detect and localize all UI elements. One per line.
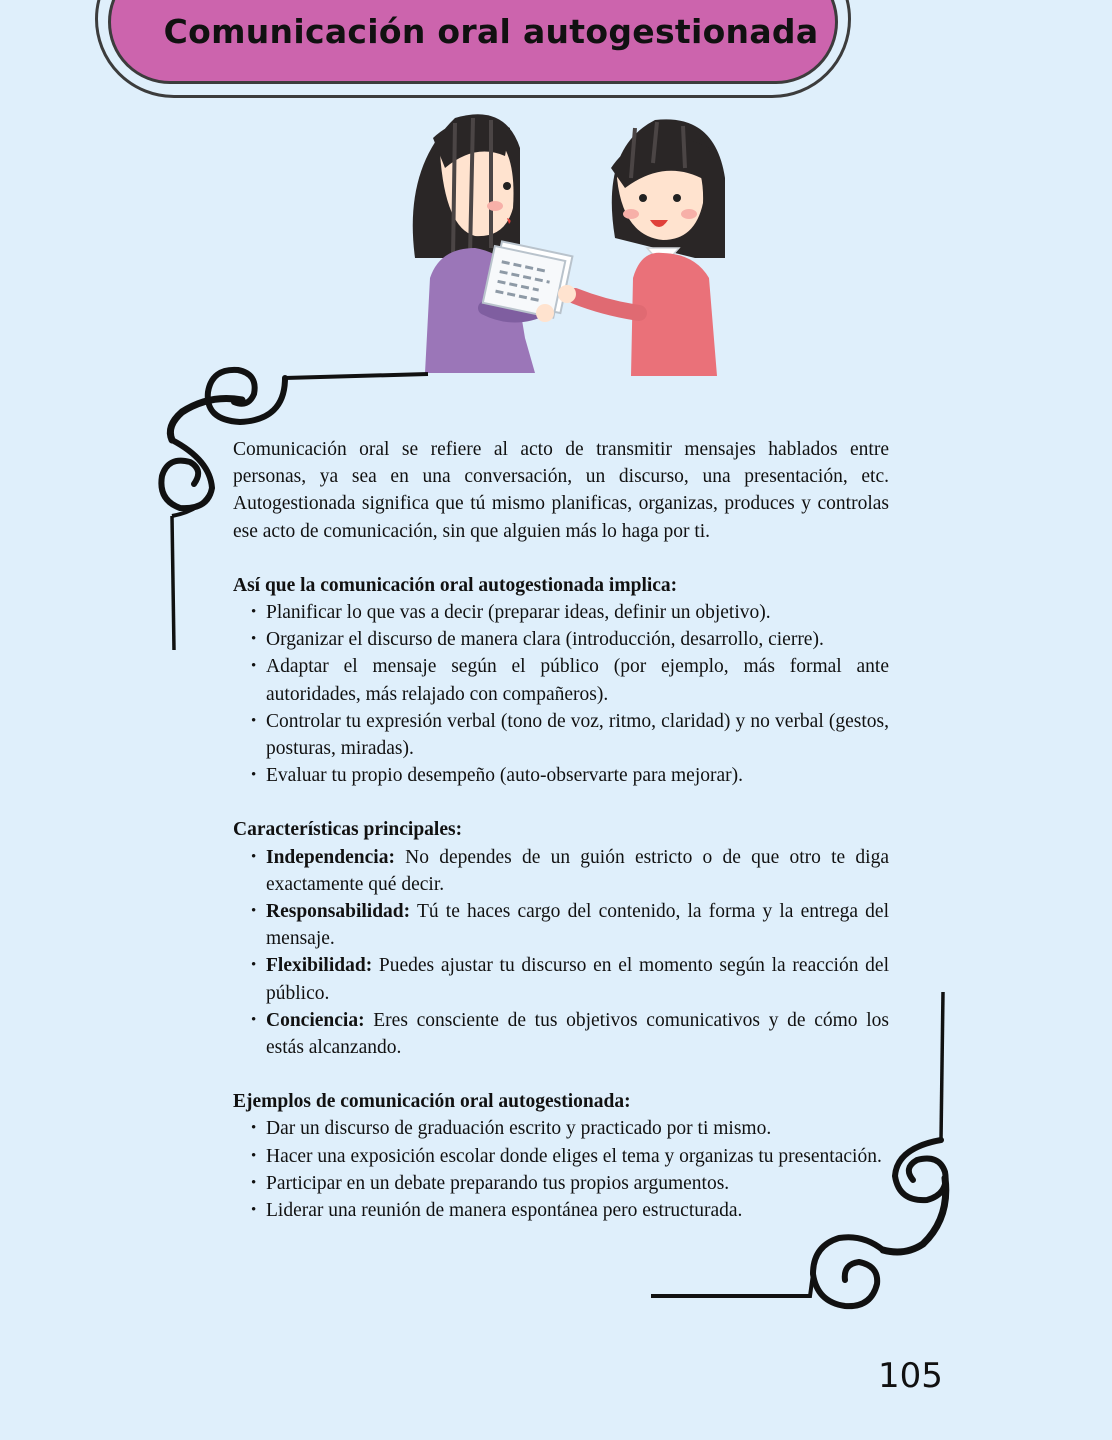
list-item: • Organizar el discurso de manera clara (introducción, desarrollo, cierre). — [266, 626, 889, 653]
caracteristicas-list — [233, 844, 889, 1062]
list-item — [266, 952, 889, 1006]
implica-heading: Así que la comunicación oral autogestionada implica: — [233, 574, 678, 596]
list-item: • Dar un discurso de graduación escrito y practicado por ti mismo. — [266, 1115, 889, 1142]
page-number: 105 — [878, 1356, 943, 1396]
term-flexibilidad: Flexibilidad: — [266, 955, 373, 977]
list-item: • Adaptar el mensaje según el público (por ejemplo, más formal ante autoridades, más relajado con compañeros). — [266, 653, 889, 707]
page-title: Comunicación oral autogestionada — [163, 12, 819, 51]
term-responsabilidad: Responsabilidad: — [266, 901, 411, 923]
list-item — [266, 1007, 889, 1061]
left-woman-figure — [413, 114, 545, 373]
ejemplos-list — [233, 1115, 889, 1224]
ejemplos-heading: Ejemplos de comunicación oral autogestionada: — [233, 1091, 631, 1113]
term-description: No dependes de un guión estricto o de que otro te diga exactamente qué decir. — [266, 846, 889, 895]
two-people-talking-illustration — [395, 108, 735, 383]
list-item: • Participar en un debate preparando tus propios argumentos. — [266, 1170, 889, 1197]
term-independencia: Independencia: — [266, 846, 395, 868]
list-item: • Controlar tu expresión verbal (tono de voz, ritmo, claridad) y no verbal (gestos, posturas, miradas). — [266, 708, 889, 762]
term-description: Tú te haces cargo del contenido, la forma y la entrega del mensaje. — [266, 901, 889, 950]
caracteristicas-heading: Características principales: — [233, 819, 463, 841]
list-item: • Liderar una reunión de manera espontánea pero estructurada. — [266, 1197, 889, 1224]
implica-list — [233, 599, 889, 789]
term-description: Puedes ajustar tu discurso en el momento según la reacción del público. — [266, 955, 889, 1004]
intro-paragraph: Comunicación oral se refiere al acto de transmitir mensajes hablados entre personas, ya sea en una conversación, un discurso, una presentación, etc. Autogestionada significa que tú mismo planificas, organizas, produces y controlas ese acto de comunicación, sin que alguien más lo haga por ti. — [233, 439, 889, 542]
list-item — [266, 898, 889, 952]
list-item: • Evaluar tu propio desempeño (auto-observarte para mejorar). — [266, 762, 889, 789]
term-description: Eres consciente de tus objetivos comunicativos y de cómo los estás alcanzando. — [266, 1009, 889, 1059]
term-conciencia: Conciencia: — [266, 1009, 365, 1031]
list-item: • Hacer una exposición escolar donde eliges el tema y organizas tu presentación. — [266, 1143, 889, 1170]
list-item — [266, 844, 889, 898]
list-item: • Planificar lo que vas a decir (preparar ideas, definir un objetivo). — [266, 599, 889, 626]
main-content — [233, 436, 889, 1251]
right-woman-figure — [558, 119, 725, 376]
